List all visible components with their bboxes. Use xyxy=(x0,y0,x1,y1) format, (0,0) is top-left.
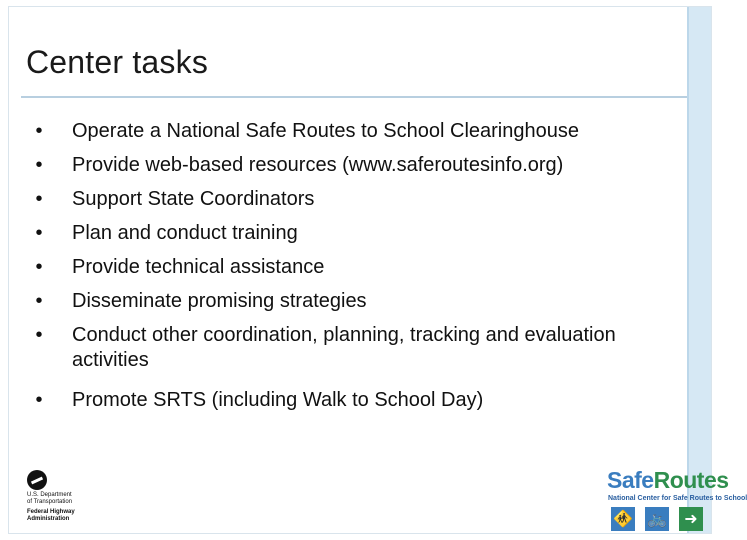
saferoutes-logo xyxy=(607,467,747,537)
slide-title: Center tasks xyxy=(26,44,209,80)
bullet-item xyxy=(29,153,694,178)
fhwa-line: Federal Highway xyxy=(27,509,75,515)
bullet-icon: • xyxy=(35,324,43,346)
usdot-fhwa-logo xyxy=(21,469,101,535)
bullet-icon: • xyxy=(35,389,43,411)
usdot-emblem-icon xyxy=(27,470,47,490)
bullet-item xyxy=(29,388,694,413)
bullet-icon: • xyxy=(35,256,43,278)
bullet-text: Plan and conduct training xyxy=(72,222,298,244)
bullet-icon: • xyxy=(35,188,43,210)
usdot-line: U.S. Department xyxy=(27,492,72,498)
bullet-icon: • xyxy=(35,222,43,244)
route-icon: ➜ xyxy=(679,507,703,531)
bullet-item xyxy=(29,255,694,280)
bullet-item xyxy=(29,289,694,314)
bullet-text: Support State Coordinators xyxy=(72,188,315,210)
wordmark-routes: Routes xyxy=(653,467,729,493)
bicycle-icon: 🚲 xyxy=(645,507,669,531)
bullet-item xyxy=(29,323,694,373)
bullet-item xyxy=(29,221,694,246)
bullet-icon: • xyxy=(35,120,43,142)
title-divider xyxy=(21,96,687,98)
bullet-item xyxy=(29,119,694,144)
usdot-line: of Transportation xyxy=(27,499,73,505)
bullet-text: Provide technical assistance xyxy=(72,256,325,278)
bullet-item xyxy=(29,187,694,212)
bullet-text: Promote SRTS (including Walk to School Day) xyxy=(72,389,484,411)
walking-icon: 🚸 xyxy=(611,507,635,531)
fhwa-line: Administration xyxy=(27,516,70,522)
bullet-text: Conduct other coordination, planning, tracking and evaluation activities xyxy=(72,324,616,371)
bullet-text: Disseminate promising strategies xyxy=(72,290,367,312)
bullet-icon: • xyxy=(35,154,43,176)
wordmark-safe: Safe xyxy=(607,467,654,493)
bullet-icon: • xyxy=(35,290,43,312)
slide-frame xyxy=(8,6,747,534)
saferoutes-tagline: National Center for Safe Routes to School xyxy=(608,495,747,502)
bullet-text: Provide web-based resources (www.saferoutesinfo.org) xyxy=(72,154,564,176)
bullet-text: Operate a National Safe Routes to School Clearinghouse xyxy=(72,120,579,142)
usdot-logo-text xyxy=(27,492,75,523)
bullet-list xyxy=(29,119,694,422)
saferoutes-wordmark xyxy=(607,467,729,494)
